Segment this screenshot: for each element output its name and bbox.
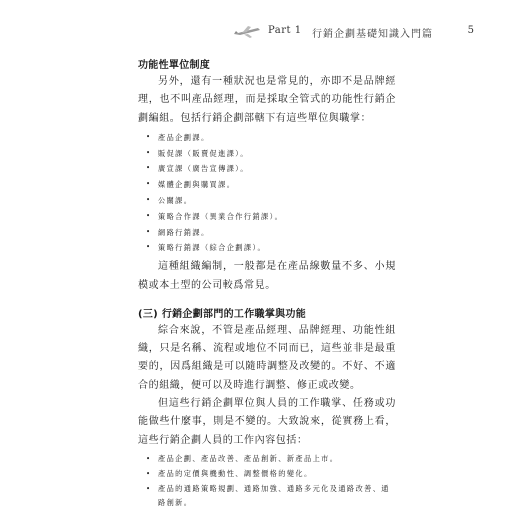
duties-list: [138, 452, 396, 511]
section-heading-functional-units: 功能性單位制度: [138, 60, 211, 71]
list-item: • 產品的通路策略規劃、通路加強、通路多元化及通路改善、通路創新。: [146, 483, 390, 508]
paragraph-functional-outro: 這種組織編制，一般都是在產品線數量不多、小規模或本土型的公司較爲常見。: [138, 261, 396, 291]
page-content: [138, 50, 396, 513]
list-item: • 產品的定價與機動性、調整價格的變化。: [146, 468, 313, 478]
section-heading-duties: (三) 行銷企劃部門的工作職掌與功能: [138, 308, 307, 320]
list-item: • 販促課（販賣促進課）。: [146, 148, 249, 158]
airplane-icon: [232, 22, 262, 40]
list-item: • 產品企劃、產品改善、產品創新、新產品上市。: [146, 453, 339, 463]
functional-units-list: [138, 130, 396, 256]
header-part-label: Part 1: [268, 25, 302, 36]
list-item: • 網路行銷課。: [146, 227, 210, 237]
paragraph-duties-2: 但這些行銷企劃單位與人員的工作職掌、任務或功能做些什麼事，則是不變的。大致說來，從實務上看，這些行銷企劃人員的工作內容包括：: [138, 398, 396, 446]
list-item: • 廣宣課（廣告宣傳課）。: [146, 164, 249, 174]
list-item: • 公關課。: [146, 196, 193, 206]
list-item: • 媒體企劃與購買課。: [146, 180, 236, 190]
paragraph-functional-intro: 另外，還有一種狀況也是常見的，亦即不是品牌經理，也不叫產品經理，而是採取全管式的功能性行銷企劃編組。包括行銷企劃部轄下有這些單位與職掌：: [138, 76, 396, 124]
running-header: [232, 22, 482, 42]
list-item: • 策略合作課（異業合作行銷課）。: [146, 211, 284, 221]
paragraph-duties-1: 綜合來說，不管是產品經理、品牌經理、功能性組織，只是名稱、流程或地位不同而已，這些並非是最重要的，因爲組織是可以隨時調整及改變的。不好、不適合的組織，便可以及時進行調整、修正或改變。: [138, 324, 396, 391]
list-item: • 產品企劃課。: [146, 132, 210, 142]
page-number: 5: [467, 25, 474, 36]
list-item: • 策略行銷課（綜合企劃課）。: [146, 243, 267, 253]
header-book-title: 行銷企劃基礎知識入門篇: [312, 29, 433, 40]
